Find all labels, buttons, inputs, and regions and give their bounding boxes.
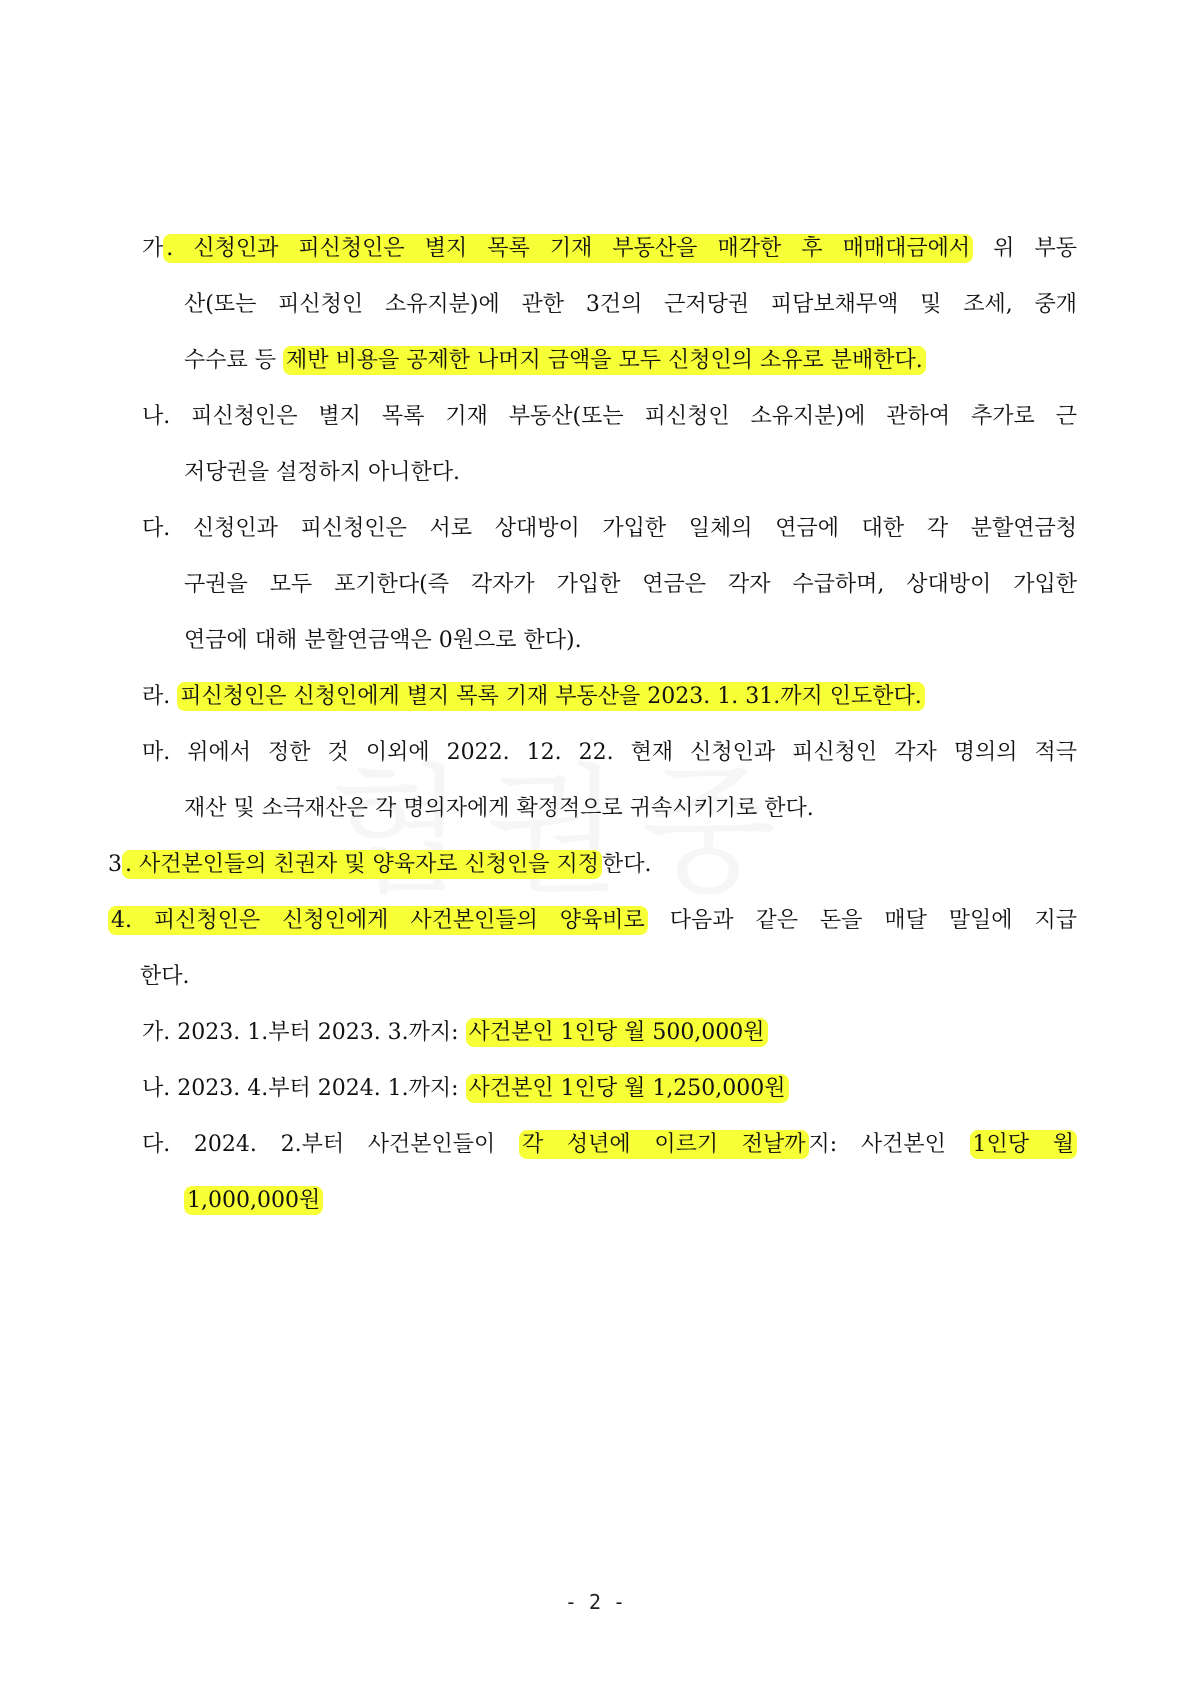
item-4-line-2	[140, 947, 1077, 1007]
text-segment: 연금에 대해 분할연금액은 0원으로 한다).	[184, 628, 582, 653]
text-segment: 수수료 등	[184, 348, 283, 373]
text-segment: 다. 신청인과 피신청인은 서로 상대방이 가입한 일체의 연금에 대한 각 분할연금청	[142, 516, 1077, 541]
text-segment: 가. 2023. 1.부터 2023. 3.까지:	[142, 1020, 466, 1045]
highlighted-text: 4. 피신청인은 신청인에게 사건본인들의 양육비로	[108, 906, 648, 935]
highlighted-text: 피신청인은 신청인에게 별지 목록 기재 부동산을 2023. 1. 31.까지 인도한다.	[177, 682, 924, 711]
text-segment: 나. 피신청인은 별지 목록 기재 부동산(또는 피신청인 소유지분)에 관하여 추가로 근	[142, 404, 1077, 429]
text-segment: 위 부동	[973, 236, 1077, 261]
clause-da-line-3	[184, 611, 1077, 671]
sub-da-line-1	[142, 1115, 1077, 1175]
item-4-line-1	[108, 891, 1077, 951]
sub-na-line	[142, 1059, 1077, 1119]
clause-ga-line-1	[142, 219, 1077, 279]
clause-ga-line-2	[184, 275, 1077, 335]
text-segment: 지: 사건본인	[808, 1132, 970, 1157]
text-segment: 마. 위에서 정한 것 이외에 2022. 12. 22. 현재 신청인과 피신청인 각자 명의의 적극	[142, 740, 1077, 765]
text-segment: 산(또는 피신청인 소유지분)에 관한 3건의 근저당권 피담보채무액 및 조세, 중개	[184, 292, 1077, 317]
clause-ma-line-2	[184, 779, 1077, 839]
page-number: - 2 -	[564, 1590, 626, 1614]
text-segment: 라.	[142, 684, 178, 709]
text-segment: 가	[142, 236, 164, 261]
clause-ga-line-3	[184, 331, 1077, 391]
highlighted-text: 사건본인 1인당 월 1,250,000원	[466, 1074, 789, 1103]
text-segment: 저당권을 설정하지 아니한다.	[184, 460, 461, 485]
text-segment: 3	[108, 852, 122, 877]
text-segment: 다. 2024. 2.부터 사건본인들이	[142, 1132, 519, 1157]
clause-na-line-1	[142, 387, 1077, 447]
text-segment: 재산 및 소극재산은 각 명의자에게 확정적으로 귀속시키기로 한다.	[184, 796, 814, 821]
highlighted-text: 1인당 월	[970, 1130, 1077, 1159]
text-segment: 한다.	[140, 964, 190, 989]
highlighted-text: 각 성년에 이르기 전날까	[519, 1130, 809, 1159]
highlighted-text: 제반 비용을 공제한 나머지 금액을 모두 신청인의 소유로 분배한다.	[283, 346, 926, 375]
highlighted-text: . 신청인과 피신청인은 별지 목록 기재 부동산을 매각한 후 매매대금에서	[163, 234, 973, 263]
clause-da-line-2	[184, 555, 1077, 615]
clause-da-line-1	[142, 499, 1077, 559]
sub-ga-line	[142, 1003, 1077, 1063]
text-segment: 나. 2023. 4.부터 2024. 1.까지:	[142, 1076, 466, 1101]
highlighted-text: 1,000,000원	[184, 1186, 323, 1215]
clause-ma-line-1	[142, 723, 1077, 783]
highlighted-text: . 사건본인들의 친권자 및 양육자로 신청인을 지정	[122, 850, 602, 879]
clause-ra-line-1	[142, 667, 1077, 727]
text-segment: 다음과 같은 돈을 매달 말일에 지급	[647, 908, 1077, 933]
text-segment: 구권을 모두 포기한다(즉 각자가 가입한 연금은 각자 수급하며, 상대방이 가입한	[184, 572, 1077, 597]
item-3-line	[108, 835, 1077, 895]
highlighted-text: 사건본인 1인당 월 500,000원	[466, 1018, 768, 1047]
clause-na-line-2	[184, 443, 1077, 503]
sub-da-line-2	[184, 1171, 1077, 1231]
text-segment: 한다.	[602, 852, 652, 877]
